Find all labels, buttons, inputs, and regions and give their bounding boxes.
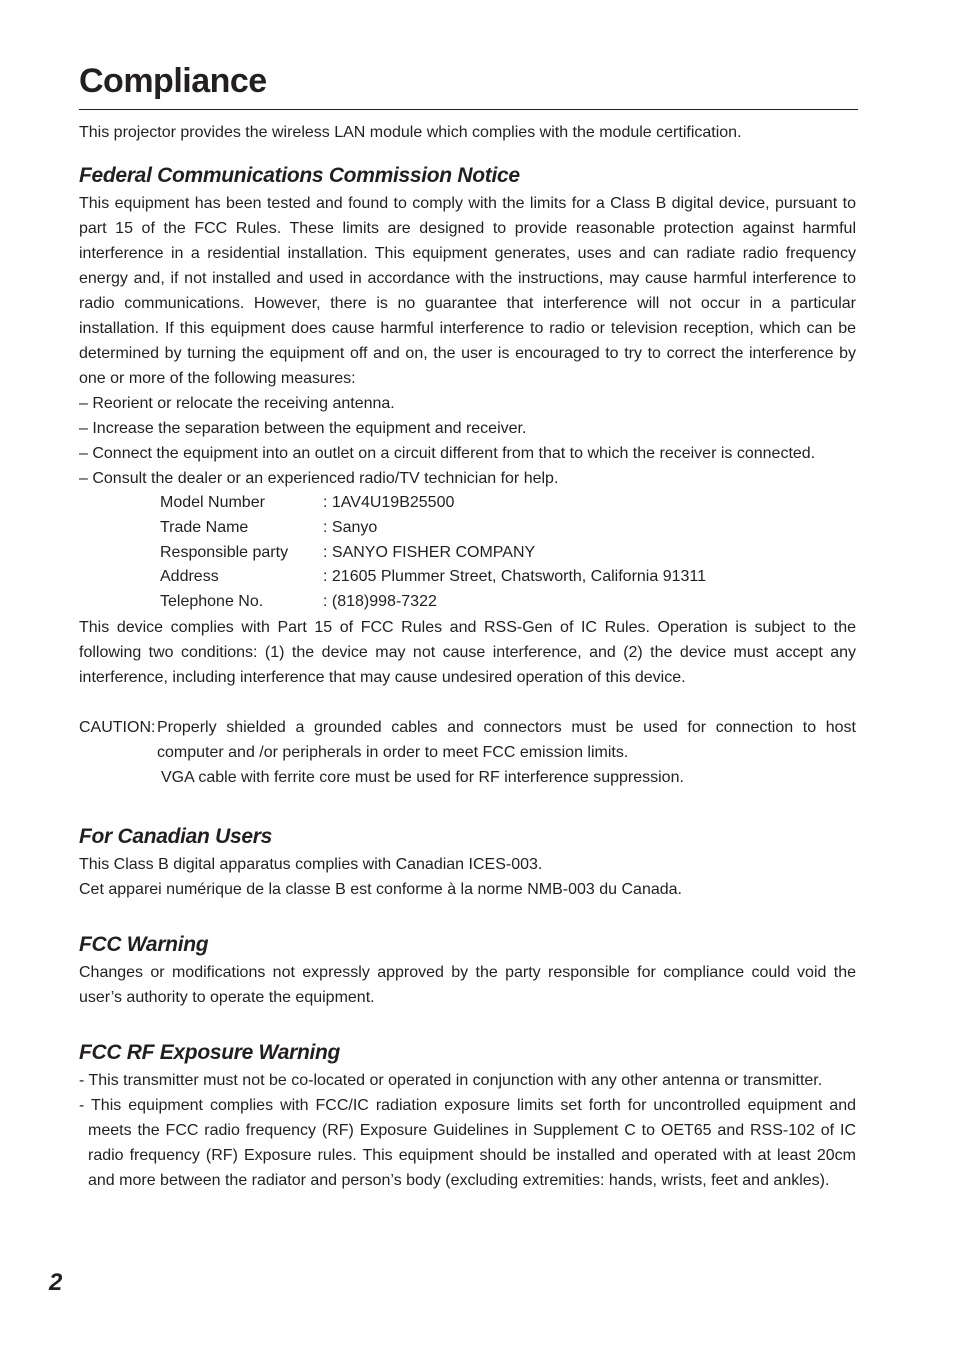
title-rule bbox=[79, 109, 858, 110]
rf-warning-item: - This transmitter must not be co-located or operated in conjunction with any other antenna or transmitter. bbox=[79, 1071, 823, 1089]
spec-value: : 1AV4U19B25500 bbox=[323, 494, 455, 511]
spec-label: Telephone No. bbox=[160, 593, 264, 611]
spec-label: Address bbox=[160, 568, 219, 586]
spec-value: : (818)998-7322 bbox=[323, 593, 437, 611]
canada-heading: For Canadian Users bbox=[79, 824, 272, 848]
fcc-warning-text: Changes or modifications not expressly approved by the party responsible for compliance could void the user’s authority to operate the equipment. bbox=[79, 963, 856, 1006]
measure-item: – Consult the dealer or an experienced radio/TV technician for help. bbox=[79, 470, 559, 487]
spec-row bbox=[160, 565, 856, 590]
measure-item: – Reorient or relocate the receiving antenna. bbox=[79, 395, 395, 412]
spec-table bbox=[79, 491, 856, 615]
spec-label: Responsible party bbox=[160, 543, 289, 561]
fcc-compliance-paragraph: This device complies with Part 15 of FCC Rules and RSS-Gen of IC Rules. Operation is subject to the following two conditions: (1) the device may not cause interference, and (2) the device must accept any interference, including interference that may cause undesired operation of this device. bbox=[79, 618, 856, 686]
rf-warning-heading: FCC RF Exposure Warning bbox=[79, 1040, 341, 1064]
intro-text: This projector provides the wireless LAN module which complies with the module certification. bbox=[79, 124, 742, 141]
spec-label: Model Number bbox=[160, 494, 265, 511]
spec-value: : 21605 Plummer Street, Chatsworth, California 91311 bbox=[323, 568, 707, 586]
rf-warning-item: - This equipment complies with FCC/IC radiation exposure limits set forth for uncontrolled equipment and meets the FCC radio frequency (RF) Exposure Guidelines in Supplement C to OET65 and RSS-102 of IC radio frequency (RF) Exposure rules. This equipment should be installed and operated with at least 20cm and more between the radiator and person’s body (excluding extremities: hands, wrists, feet and ankles). bbox=[79, 1096, 856, 1189]
caution-text: Properly shielded a grounded cables and connectors must be used for connection to host computer and /or peripherals in order to meet FCC emission limits. bbox=[157, 718, 856, 761]
spec-label: Trade Name bbox=[160, 518, 249, 536]
spec-row bbox=[160, 590, 856, 615]
spec-row bbox=[160, 541, 856, 566]
spec-row bbox=[160, 516, 856, 541]
fcc-warning-heading: FCC Warning bbox=[79, 932, 209, 956]
page-title: Compliance bbox=[79, 62, 267, 100]
fcc-notice-paragraph: This equipment has been tested and found to comply with the limits for a Class B digital device, pursuant to part 15 of the FCC Rules. These limits are designed to provide reasonable protection against harmful interference in a residential installation. This equipment generates, uses and can radiate radio frequency energy and, if not installed and used in accordance with the instructions, may cause harmful interference to radio communications. However, there is no guarantee that interference will not occur in a particular installation. If this equipment does cause harmful interference to radio or television reception, which can be determined by turning the equipment off and on, the user is encouraged to try to correct the interference by one or more of the following measures: bbox=[79, 195, 856, 387]
caution-extra-text: VGA cable with ferrite core must be used for RF interference suppression. bbox=[161, 768, 684, 786]
page-number: 2 bbox=[49, 1269, 63, 1296]
spec-value: : SANYO FISHER COMPANY bbox=[323, 543, 536, 561]
fcc-notice-heading: Federal Communications Commission Notice bbox=[79, 164, 520, 187]
canada-line-fr: Cet apparei numérique de la classe B est conforme à la norme NMB-003 du Canada. bbox=[79, 880, 682, 898]
caution-block bbox=[79, 715, 856, 765]
measure-item: – Increase the separation between the equipment and receiver. bbox=[79, 420, 527, 437]
spec-value: : Sanyo bbox=[323, 518, 378, 536]
spec-row bbox=[160, 491, 856, 516]
canada-line-en: This Class B digital apparatus complies with Canadian ICES-003. bbox=[79, 855, 543, 873]
caution-label: CAUTION: bbox=[79, 718, 156, 736]
measure-item: – Connect the equipment into an outlet on a circuit different from that to which the receiver is connected. bbox=[79, 445, 816, 462]
page-content bbox=[79, 58, 856, 1193]
